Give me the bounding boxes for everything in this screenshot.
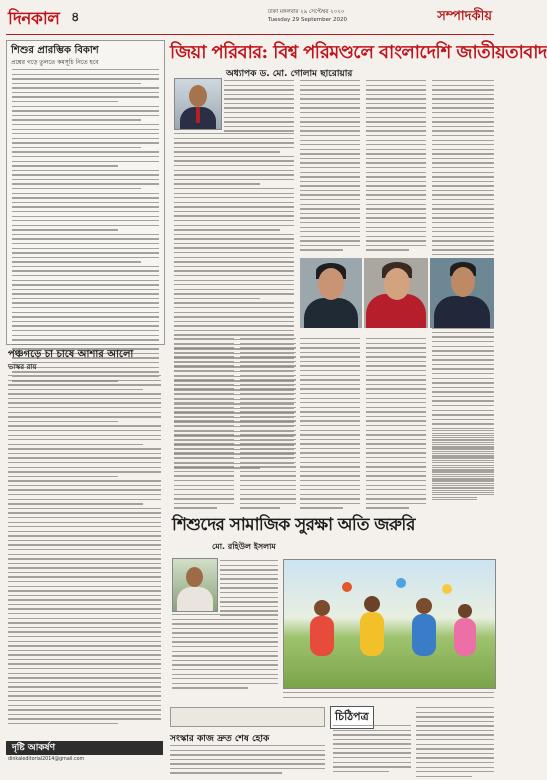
main-byline: অধ্যাপক ড. মো. গোলাম ছারোয়ার <box>226 69 353 79</box>
newspaper-logo: দিনকাল <box>8 9 60 29</box>
box2-body <box>8 375 161 728</box>
section-title: সম্পাদকীয় <box>437 9 492 24</box>
box2-title: পঞ্চগড়ে চা চাষে আশার আলো <box>8 349 134 360</box>
main-headline: জিয়া পরিবার: বিশ্ব পরিমণ্ডলে বাংলাদেশি জাতীয়তাবাদ <box>170 42 547 63</box>
date-bangla: ঢাকা মঙ্গলবার ২৯ সেপ্টেম্বর ২০২০ <box>268 9 345 15</box>
box1-subtitle: প্রশ্নের গড়ে তুলতে কমসূচি নিতে হবে <box>11 59 99 66</box>
main-col1-top <box>224 80 294 135</box>
main-col3-bottom <box>300 338 360 512</box>
children-photo <box>283 559 496 689</box>
photo-person-3 <box>430 258 494 328</box>
dateline <box>268 8 347 24</box>
attention-title: দৃষ্টি আকর্ষণ <box>6 741 163 755</box>
letters-section-title: চিঠিপত্র <box>330 706 374 729</box>
ad-box <box>170 707 325 727</box>
letter-col2 <box>416 707 494 780</box>
author2-photo <box>172 558 218 612</box>
letter-col1 <box>333 725 411 775</box>
page-number: ৪ <box>71 10 80 25</box>
main-col5-bottom <box>432 430 494 503</box>
main-col1-bottom <box>174 338 234 512</box>
main-col3 <box>366 80 426 254</box>
main-col4-bottom <box>366 338 426 512</box>
box1-title: শিশুর প্রারম্ভিক বিকাশ <box>11 45 99 56</box>
letters-headline: সংস্কার কাজ দ্রুত শেষ হোক <box>170 734 270 744</box>
second-col1 <box>172 614 278 692</box>
box1-body <box>12 69 159 385</box>
date-english: Tuesday 29 September 2020 <box>268 17 348 23</box>
photo-person-2 <box>364 258 428 328</box>
main-col2-bottom <box>240 338 296 512</box>
masthead <box>6 4 494 35</box>
second-col1-top <box>220 560 278 620</box>
second-bottom-lines <box>283 692 494 701</box>
early-childhood-box <box>6 40 165 345</box>
second-headline: শিশুদের সামাজিক সুরক্ষা অতি জরুরি <box>172 515 415 535</box>
box2-author: ভাস্কর রায় <box>8 363 37 371</box>
attention-email[interactable]: dinkaleditorial2014@gmail.com <box>8 757 85 762</box>
second-byline: মো. রহিউল ইসলাম <box>212 542 276 551</box>
photo-person-1 <box>300 258 362 328</box>
main-col2 <box>300 80 360 254</box>
zia-family-photos <box>300 258 494 328</box>
letters-body <box>170 745 325 777</box>
attention-box <box>6 741 163 773</box>
author-photo <box>174 78 222 130</box>
